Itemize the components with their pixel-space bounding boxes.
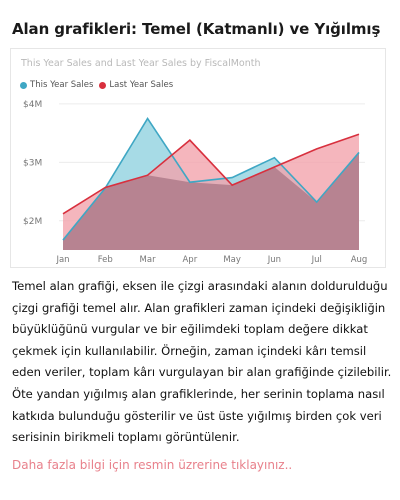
x-tick-label: Jun [267, 255, 282, 265]
legend-item-last-year [99, 80, 173, 90]
more-info-link[interactable]: Daha fazla bilgi için resmin üzrerine tıklayınız.. [12, 458, 293, 472]
y-tick-label: $3M [23, 158, 43, 169]
chart-image[interactable] [10, 48, 386, 268]
legend-label: Last Year Sales [109, 80, 174, 90]
x-tick-label: Jul [311, 255, 322, 265]
page-title: Alan grafikleri: Temel (Katmanlı) ve Yığılmış [12, 20, 381, 38]
description-paragraph: Temel alan grafiği, eksen ile çizgi arasındaki alanın doldurulduğu çizgi grafiği temel alır. Alan grafikleri zaman içindeki değişikliğin büyüklüğünü vurgular ve bir eğilimdeki toplam değere dikkat çekmek için kullanılabilir. Örneğin, zaman içindeki kârı temsil eden veriler, toplam kârı vurgulayan bir alan grafiğinde çizilebilir. Öte yandan yığılmış alan grafiklerinde, her serinin toplama nasıl katkıda bulunduğu gösterilir ve üst üste yığılmış birden çok veri serisinin birikmeli toplamı görüntülenir. [12, 279, 392, 445]
x-tick-label: Mar [139, 255, 156, 265]
x-tick-label: Aug [350, 255, 368, 265]
y-tick-label: $2M [23, 216, 43, 227]
x-tick-label: Feb [97, 255, 113, 265]
legend-dot-icon [99, 82, 106, 89]
x-tick-label: May [223, 255, 241, 265]
chart-title: This Year Sales and Last Year Sales by FiscalMonth [21, 58, 261, 69]
legend-dot-icon [20, 82, 27, 89]
y-tick-label: $4M [23, 99, 43, 110]
x-tick-label: Jan [56, 255, 70, 265]
legend-label: This Year Sales [30, 80, 94, 90]
x-tick-label: Apr [182, 255, 198, 265]
legend-item-this-year [20, 80, 93, 90]
chart-legend [20, 80, 173, 90]
